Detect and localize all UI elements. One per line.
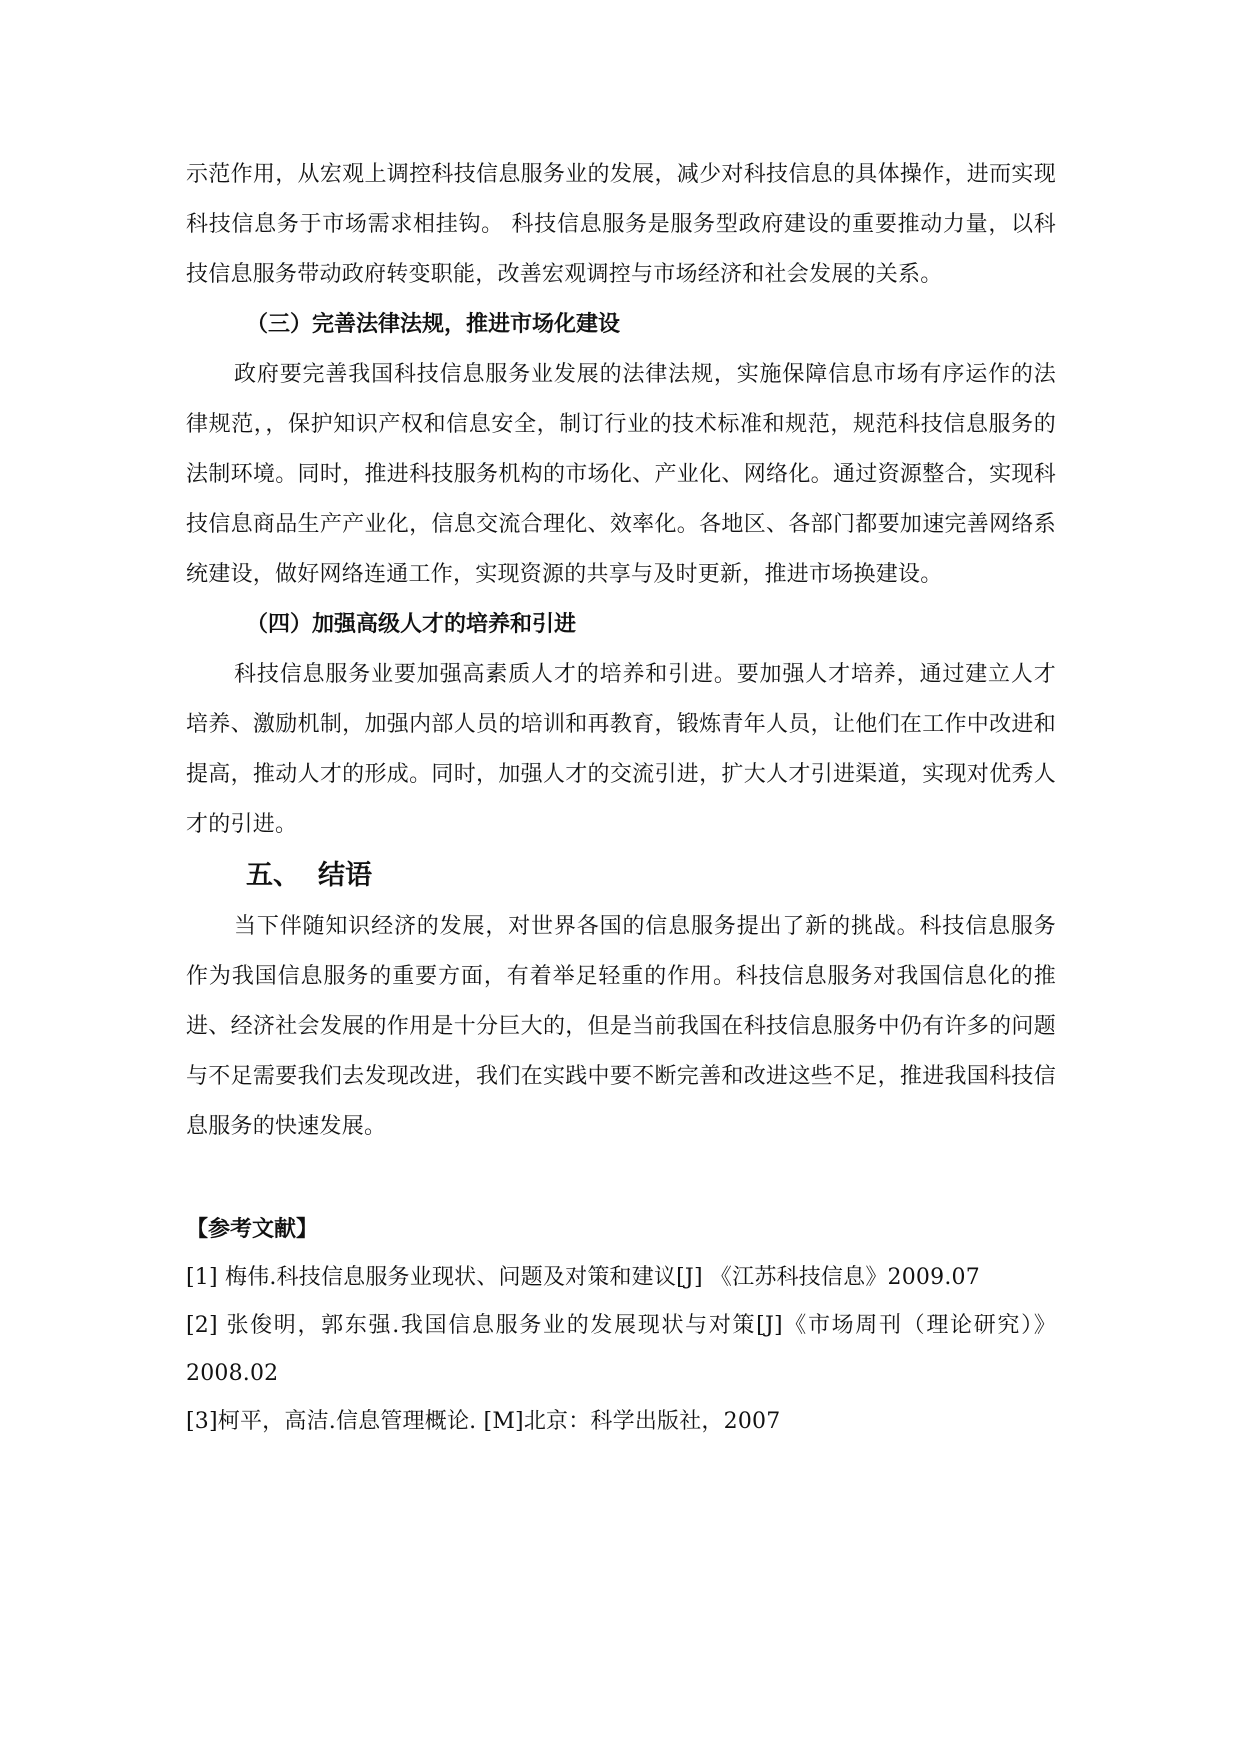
conclusion-heading (186, 850, 1056, 902)
reference-item-3: [3]柯平，高洁.信息管理概论. [M]北京：科学出版社，2007 (186, 1409, 781, 1434)
section-4-paragraph: 科技信息服务业要加强高素质人才的培养和引进。要加强人才培养，通过建立人才培养、激励机制，加强内部人员的培训和再教育，锻炼青年人员，让他们在工作中改进和提高，推动人才的形成。同时，加强人才的交流引进，扩大人才引进渠道，实现对优秀人才的引进。 (186, 662, 1056, 837)
section-3-heading: （三）完善法律法规，推进市场化建设 (246, 312, 621, 337)
section-4-heading: （四）加强高级人才的培养和引进 (246, 612, 577, 637)
conclusion-number: 五、 (246, 860, 300, 891)
conclusion-paragraph: 当下伴随知识经济的发展，对世界各国的信息服务提出了新的挑战。科技信息服务作为我国信息服务的重要方面，有着举足轻重的作用。科技信息服务对我国信息化的推进、经济社会发展的作用是十分巨大的，但是当前我国在科技信息服务中仍有许多的问题与不足需要我们去发现改进，我们在实践中要不断完善和改进这些不足，推进我国科技信息服务的快速发展。 (186, 914, 1056, 1139)
intro-paragraph: 示范作用，从宏观上调控科技信息服务业的发展，减少对科技信息的具体操作，进而实现科技信息务于市场需求相挂钩。 科技信息服务是服务型政府建设的重要推动力量，以科技信息服务带动政府转变职能，改善宏观调控与市场经济和社会发展的关系。 (186, 162, 1056, 287)
section-3-paragraph: 政府要完善我国科技信息服务业发展的法律法规，实施保障信息市场有序运作的法律规范，，保护知识产权和信息安全，制订行业的技术标准和规范，规范科技信息服务的法制环境。同时，推进科技服务机构的市场化、产业化、网络化。通过资源整合，实现科技信息商品生产产业化，信息交流合理化、效率化。各地区、各部门都要加速完善网络系统建设，做好网络连通工作，实现资源的共享与及时更新，推进市场换建设。 (186, 362, 1056, 587)
reference-item-1: [1] 梅伟.科技信息服务业现状、问题及对策和建议[J] 《江苏科技信息》2009.07 (186, 1265, 980, 1290)
references-title: 【参考文献】 (186, 1217, 319, 1242)
document-body (186, 150, 1056, 1446)
reference-item-2: [2] 张俊明，郭东强.我国信息服务业的发展现状与对策[J]《市场周刊（理论研究）》2008.02 (186, 1313, 1056, 1386)
conclusion-title: 结语 (318, 860, 372, 891)
